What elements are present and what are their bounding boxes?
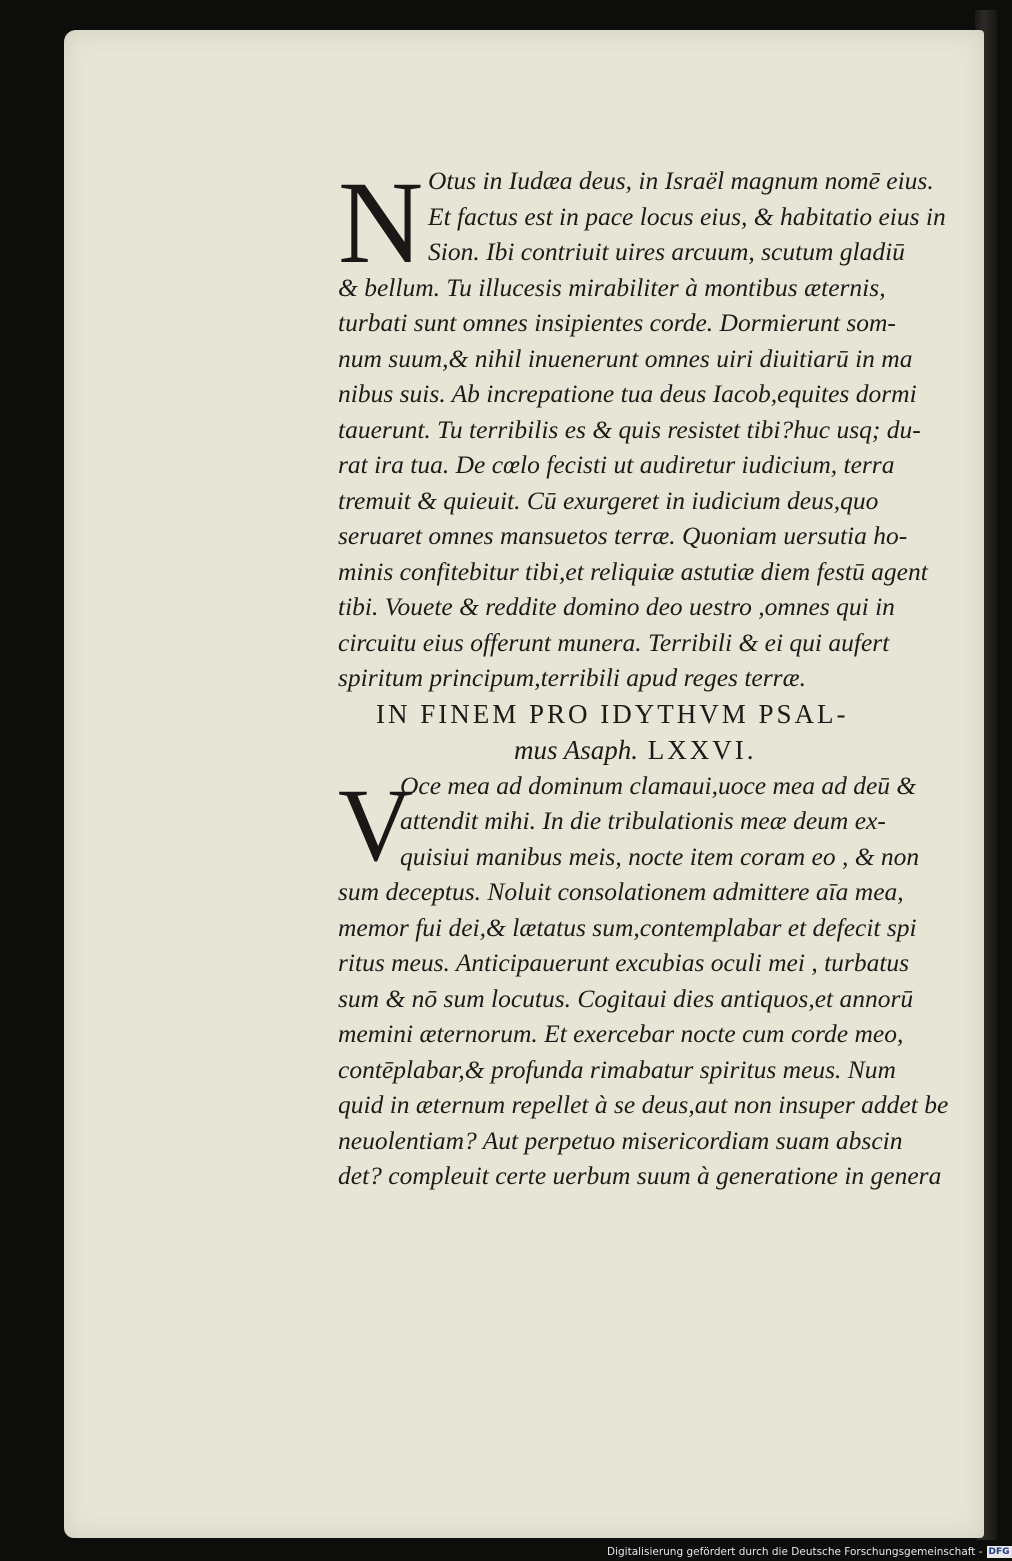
text-line: Oce mea ad dominum clamaui,uoce mea ad deū & xyxy=(400,770,917,800)
text-line: nibus suis. Ab increpatione tua deus Iacob,equites dormi xyxy=(338,379,917,408)
drop-cap-v: V xyxy=(338,767,414,883)
psalm-heading-attribution: mus Asaph. xyxy=(514,734,639,765)
psalm-heading-line-1: IN FINEM PRO IDYTHVM PSAL- xyxy=(376,698,849,729)
text-line: num suum,& nihil inuenerunt omnes uiri diuitiarū in ma xyxy=(338,343,913,373)
text-line: spiritum principum,terribili apud reges terræ. xyxy=(338,663,806,692)
text-line: Otus in Iudæa deus, in Israël magnum nomē eius. xyxy=(428,166,934,195)
drop-cap-n: N xyxy=(338,157,424,288)
text-line: Et factus est in pace locus eius, & habitatio eius in xyxy=(428,201,946,231)
text-line: memini æternorum. Et exercebar nocte cum corde meo, xyxy=(338,1019,904,1048)
text-block xyxy=(338,157,978,1194)
text-line: minis confitebitur tibi,et reliquiæ astutiæ diem festū agent xyxy=(338,556,928,586)
text-line: seruaret omnes mansuetos terræ. Quoniam uersutia ho- xyxy=(338,521,908,550)
text-line: & bellum. Tu illucesis mirabiliter à montibus æternis, xyxy=(338,272,886,302)
text-line: memor fui dei,& lætatus sum,contemplabar et defecit spi xyxy=(338,912,917,942)
text-line: Sion. Ibi contriuit uires arcuum, scutum gladiū xyxy=(428,237,905,266)
text-line: rat ira tua. De cœlo fecisti ut audiretur iudicium, terra xyxy=(338,450,895,479)
text-line: quid in æternum repellet à se deus,aut non insuper addet be xyxy=(338,1090,949,1119)
digitization-credit xyxy=(607,1544,1010,1560)
text-line: tibi. Vouete & reddite domino deo uestro ,omnes qui in xyxy=(338,592,895,621)
text-line: circuitu eius offerunt munera. Terribili & ei qui aufert xyxy=(338,627,890,657)
psalm-heading-line-2 xyxy=(338,732,978,768)
text-line: attendit mihi. In die tribulationis meæ deum ex- xyxy=(400,806,886,835)
psalm-76-paragraph xyxy=(338,768,978,1194)
text-line: ritus meus. Anticipauerunt excubias oculi mei , turbatus xyxy=(338,948,910,977)
dfg-logo-icon: DFG xyxy=(988,1547,1010,1557)
text-line: quisiui manibus meis, nocte item coram eo , & non xyxy=(400,841,920,871)
text-line: turbati sunt omnes insipientes corde. Dormierunt som- xyxy=(338,308,896,337)
text-line: sum deceptus. Noluit consolationem admittere aīa mea, xyxy=(338,877,904,906)
psalm-number: LXXVI. xyxy=(647,734,757,765)
text-line: det? compleuit certe uerbum suum à generatione in genera xyxy=(338,1161,942,1190)
text-line: tauerunt. Tu terribilis es & quis resistet tibi?huc usq; du- xyxy=(338,414,921,444)
text-line: tremuit & quieuit. Cū exurgeret in iudicium deus,quo xyxy=(338,485,879,515)
text-line: neuolentiam? Aut perpetuo misericordiam suam abscin xyxy=(338,1125,903,1155)
text-line: sum & nō sum locutus. Cogitaui dies antiquos,et annorū xyxy=(338,983,914,1013)
text-line: contēplabar,& profunda rimabatur spiritus meus. Num xyxy=(338,1054,896,1084)
credit-text: Digitalisierung gefördert durch die Deutsche Forschungsgemeinschaft - xyxy=(607,1546,983,1558)
psalm-75-paragraph xyxy=(338,157,978,696)
